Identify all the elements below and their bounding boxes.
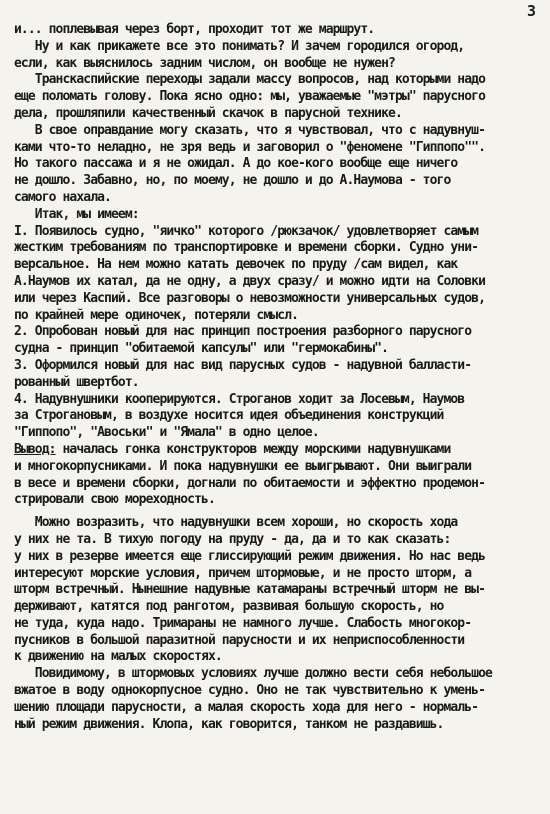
text-line: ками что-то неладно, не зря ведь и заговорил о "феномене "Гиппопо"". <box>14 139 486 155</box>
text-line: в весе и времени сборки, догнали по обитаемости и эффектно продемон- <box>14 475 486 491</box>
text-line: Можно возразить, что надувнушки всем хороши, но скорость хода <box>14 515 458 531</box>
text-line: "Гиппопо", "Авоськи" и "Ямала" в одно целое. <box>14 425 319 441</box>
underlined-word: Вывод: <box>14 441 56 457</box>
text-line: 3. Оформился новый для нас вид парусных судов - надувной балласти- <box>14 357 472 373</box>
text-line: шторм встречный. Нынешние надувные катамараны встречный шторм не вы- <box>14 582 486 598</box>
text-line: не туда, куда надо. Тримараны не намного лучше. Слабость многокор- <box>14 615 472 631</box>
text-line: за Строгановым, в воздухе носится идея объединения конструкций <box>14 408 444 424</box>
text-line: если, как выяснилось задним числом, он вообще не нужен? <box>14 55 395 71</box>
text-line: Вывод: началась гонка конструкторов между морскими надувнушками <box>14 441 451 457</box>
text-line: Но такого пассажа и я не ожидал. А до кое-кого вообще еще ничего <box>14 156 458 172</box>
text-line: и... поплевывая через борт, проходит тот же маршрут. <box>14 22 375 37</box>
text-line: и многокорпусниками. И пока надувнушки ее выигрывают. Они выиграли <box>14 458 472 474</box>
text-line: или через Каспий. Все разговоры о невозможности универсальных судов, <box>14 290 486 306</box>
text-line: ный режим движения. Клопа, как говорится, танком не раздавишь. <box>14 716 444 732</box>
text-line: по крайней мере одиночек, потеряли смысл. <box>14 307 298 323</box>
body-text <box>14 22 544 733</box>
text-line: В свое оправдание могу сказать, что я чувствовал, что с надувнуш- <box>14 122 486 138</box>
text-line: рованный швертбот. <box>14 374 139 390</box>
text-line: не дошло. Забавно, но, по моему, не дошло и до А.Наумова - того <box>14 173 451 189</box>
text-line: вжатое в воду однокорпусное судно. Оно не так чувствительно к умень- <box>14 683 486 699</box>
text-line: 4. Надувнушники кооперируются. Строганов ходит за Лосевым, Наумов <box>14 391 465 407</box>
text-line: 2. Опробован новый для нас принцип построения разборного парусного <box>14 324 472 340</box>
text-line: стрировали свою мореходность. <box>14 492 215 508</box>
text-line: еще поломать голову. Пока ясно одно: мы, уважаемые "мэтры" парусного <box>14 89 486 105</box>
text-line: Повидимому, в штормовых условиях лучше должно вести себя небольшое <box>14 666 492 682</box>
text-line: пусников в большой паразитной парусности и их неприспособленности <box>14 632 465 648</box>
text-line: у них в резерве имеется еще глиссирующий режим движения. Но нас ведь <box>14 548 486 564</box>
text-line: у них не та. В тихую погоду на пруду - да, да и то как сказать: <box>14 531 451 547</box>
text-line: А.Наумов их катал, да не одну, а двух сразу/ и можно идти на Соловки <box>14 273 486 289</box>
text-line: I. Появилось судно, "яичко" которого /рюкзачок/ удовлетворяет самым <box>14 223 479 239</box>
page-number: 3 <box>526 2 536 20</box>
text-line: держивают, катятся под ранготом, развивая большую скорость, но <box>14 599 444 615</box>
text-line: дела, прошляпили качественный скачок в парусной технике. <box>14 105 402 121</box>
text-line: жестким требованиям по транспортировке и времени сборки. Судно уни- <box>14 240 479 256</box>
text-line: к движению на малых скоростях. <box>14 649 222 665</box>
text-line: Ну и как прикажете все это понимать? И зачем городился огород, <box>14 38 465 54</box>
text-line: шению площади парусности, а малая скорость хода для него - нормаль- <box>14 699 479 715</box>
text-line: самого нахала. <box>14 189 111 205</box>
text-line: Итак, мы имеем: <box>14 206 139 222</box>
text-line: судна - принцип "обитаемой капсулы" или "гермокабины". <box>14 341 389 357</box>
text-line: версальное. На нем можно катать девочек по пруду /сам видел, как <box>14 257 458 273</box>
text-line: Транскаспийские переходы задали массу вопросов, над которыми надо <box>14 72 486 88</box>
text-line: интересуют морские условия, причем штормовые, и не просто шторм, а <box>14 565 472 581</box>
